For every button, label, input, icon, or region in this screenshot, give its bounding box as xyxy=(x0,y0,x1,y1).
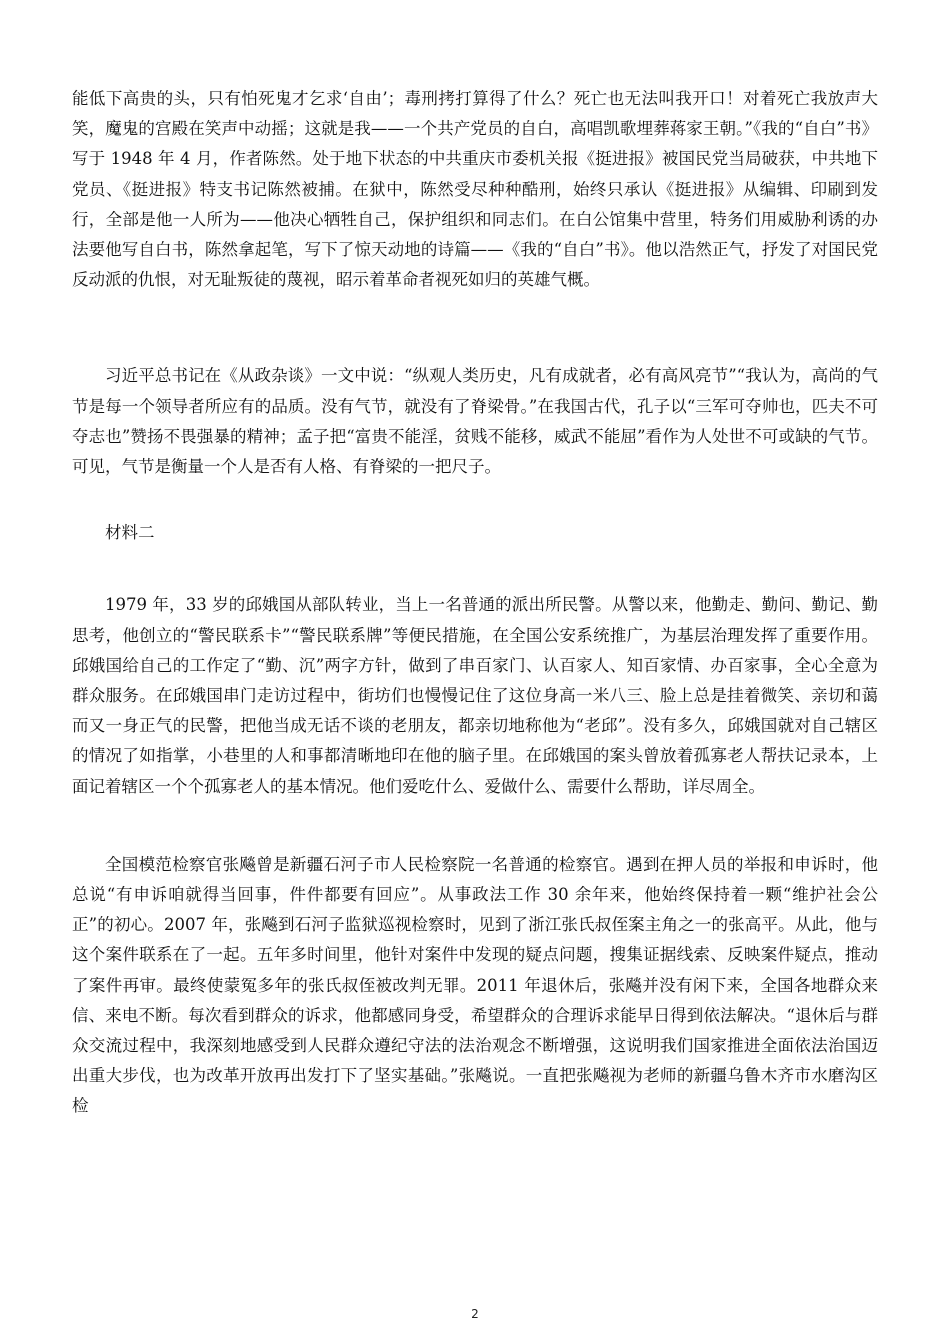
document-page xyxy=(72,84,878,1304)
paragraph-spacer xyxy=(72,548,878,590)
paragraph-zhang-biao: 全国模范检察官张飚曾是新疆石河子市人民检察院一名普通的检察官。遇到在押人员的举报和申诉时，他总说“有申诉咱就得当回事，件件都要有回应”。从事政法工作 30 余年来，他始终保持着一颗“维护社会公正”的初心。2007 年，张飚到石河子监狱巡视检察时，见到了浙江张氏叔侄案主角之一的张高平。从此，他与这个案件联系在了一起。五年多时间里，他针对案件中发现的疑点问题，搜集证据线索、反映案件疑点，推动了案件再审。最终使蒙冤多年的张氏叔侄被改判无罪。2011 年退休后，张飚并没有闲下来，全国各地群众来信、来电不断。每次看到群众的诉求，他都感同身受，希望群众的合理诉求能早日得到依法解决。“退休后与群众交流过程中，我深刻地感受到人民群众遵纪守法的法治观念不断增强，这说明我们国家推进全面依法治国迈出重大步伐，也为改革开放再出发打下了坚实基础。”张飚说。一直把张飚视为老师的新疆乌鲁木齐市水磨沟区检 xyxy=(72,854,878,1116)
section-heading-material-two: 材料二 xyxy=(105,523,155,543)
paragraph-qiu-eguo: 1979 年，33 岁的邱娥国从部队转业，当上一名普通的派出所民警。从警以来，他勤走、勤问、勤记、勤思考，他创立的“警民联系卡”“警民联系牌”等便民措施，在全国公安系统推广，为基层治理发挥了重要作用。邱娥国给自己的工作定了“勤、沉”两字方针，做到了串百家门、认百家人、知百家情、办百家事，全心全意为群众服务。在邱娥国串门走访过程中，街坊们也慢慢记住了这位身高一米八三、脸上总是挂着微笑、亲切和蔼而又一身正气的民警，把他当成无话不谈的老朋友，都亲切地称他为“老邱”。没有多久，邱娥国就对自己辖区的情况了如指掌，小巷里的人和事都清晰地印在他的脑子里。在邱娥国的案头曾放着孤寡老人帮扶记录本，上面记着辖区一个个孤寡老人的基本情况。他们爱吃什么、爱做什么、需要什么帮助，详尽周全。 xyxy=(72,595,878,796)
paragraph-xi-quote: 习近平总书记在《从政杂谈》一文中说：“纵观人类历史，凡有成就者，必有高风亮节”“我认为，高尚的气节是每一个领导者所应有的品质。没有气节，就没有了脊梁骨。”在我国古代，孔子以“三军可夺帅也，匹夫不可夺志也”赞扬不畏强暴的精神；孟子把“富贵不能淫，贫贱不能移，威武不能屈”看作为人处世不可或缺的气节。可见，气节是衡量一个人是否有人格、有脊梁的一把尺子。 xyxy=(72,366,878,477)
page-number: 2 xyxy=(471,1307,479,1321)
paragraph-chen-ran: 能低下高贵的头，只有怕死鬼才乞求‘自由’；毒刑拷打算得了什么？死亡也无法叫我开口！对着死亡我放声大笑，魔鬼的宫殿在笑声中动摇；这就是我——一个共产党员的自白，高唱凯歌埋葬蒋家王朝。”《我的“自白”书》写于 1948 年 4 月，作者陈然。处于地下状态的中共重庆市委机关报《挺进报》被国民党当局破获，中共地下党员、《挺进报》特支书记陈然被捕。在狱中，陈然受尽种种酷刑，始终只承认《挺进报》从编辑、印刷到发行，全部是他一人所为——他决心牺牲自己，保护组织和同志们。在白公馆集中营里，特务们用威胁利诱的办法要他写自白书，陈然拿起笔，写下了惊天动地的诗篇——《我的“自白”书》。他以浩然正气，抒发了对国民党反动派的仇恨，对无耻叛徒的蔑视，昭示着革命者视死如归的英雄气概。 xyxy=(72,89,878,290)
paragraph-spacer xyxy=(72,482,878,518)
paragraph-spacer xyxy=(72,802,878,850)
paragraph-spacer xyxy=(72,295,878,361)
